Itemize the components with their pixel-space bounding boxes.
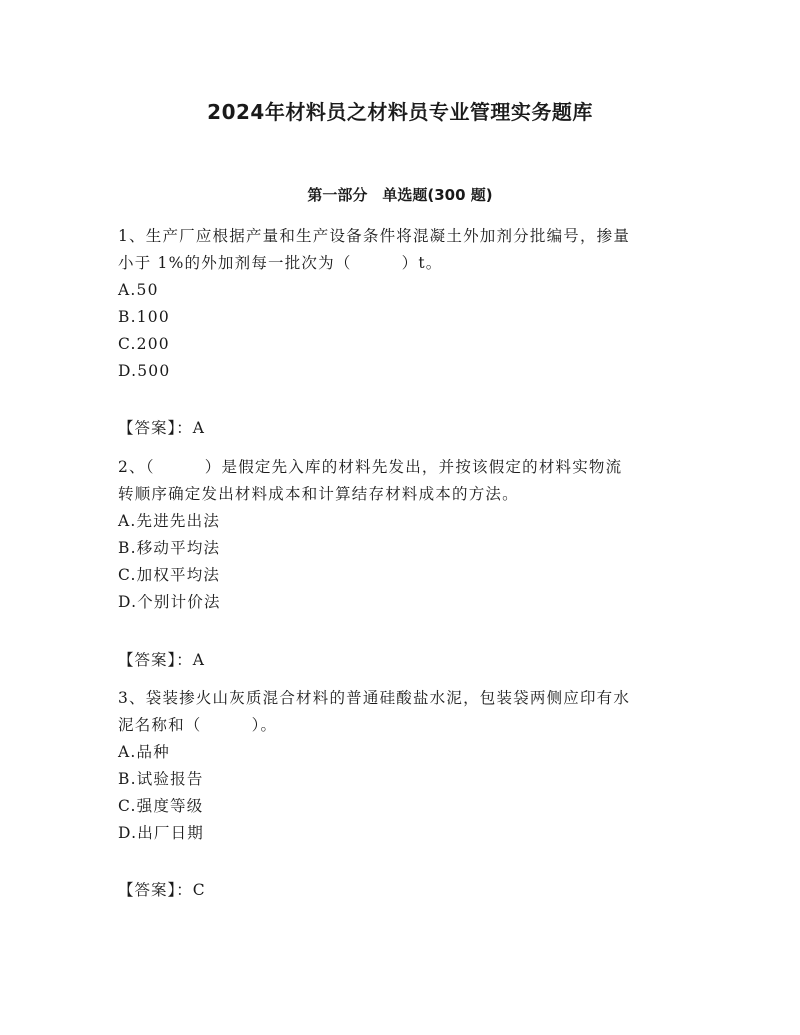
- option-b: B.试验报告: [118, 770, 204, 788]
- stem-line: 3、袋装掺火山灰质混合材料的普通硅酸盐水泥，包装袋两侧应印有水: [118, 689, 631, 707]
- answer-1: 【答案】：A: [118, 419, 205, 437]
- stem-line: 1、生产厂应根据产量和生产设备条件将混凝土外加剂分批编号，掺量: [118, 227, 631, 245]
- question-stem: [118, 454, 688, 508]
- stem-line: 转顺序确定发出材料成本和计算结存材料成本的方法。: [118, 485, 519, 503]
- option-a: A.50: [118, 281, 159, 299]
- answer-3: 【答案】：C: [118, 881, 206, 899]
- option-a: A.品种: [118, 743, 170, 761]
- question-3: [118, 685, 688, 847]
- question-2: [118, 454, 688, 616]
- option-b: B.100: [118, 308, 170, 326]
- option-c: C.强度等级: [118, 797, 204, 815]
- stem-line: 泥名称和（ ）。: [118, 716, 278, 734]
- option-d: D.个别计价法: [118, 593, 221, 611]
- option-c: C.200: [118, 335, 170, 353]
- question-stem: [118, 685, 688, 739]
- section-title: 第一部分 单选题(300 题): [307, 186, 493, 204]
- option-b: B.移动平均法: [118, 539, 221, 557]
- stem-line: 2、（ ）是假定先入库的材料先发出，并按该假定的材料实物流: [118, 458, 623, 476]
- question-stem: [118, 223, 688, 277]
- option-d: D.500: [118, 362, 171, 380]
- option-a: A.先进先出法: [118, 512, 221, 530]
- option-c: C.加权平均法: [118, 566, 221, 584]
- question-1: [118, 223, 688, 385]
- document-title: 2024年材料员之材料员专业管理实务题库: [207, 100, 593, 124]
- option-d: D.出厂日期: [118, 824, 205, 842]
- answer-2: 【答案】：A: [118, 651, 205, 669]
- stem-line: 小于 1%的外加剂每一批次为（ ）t。: [118, 254, 443, 272]
